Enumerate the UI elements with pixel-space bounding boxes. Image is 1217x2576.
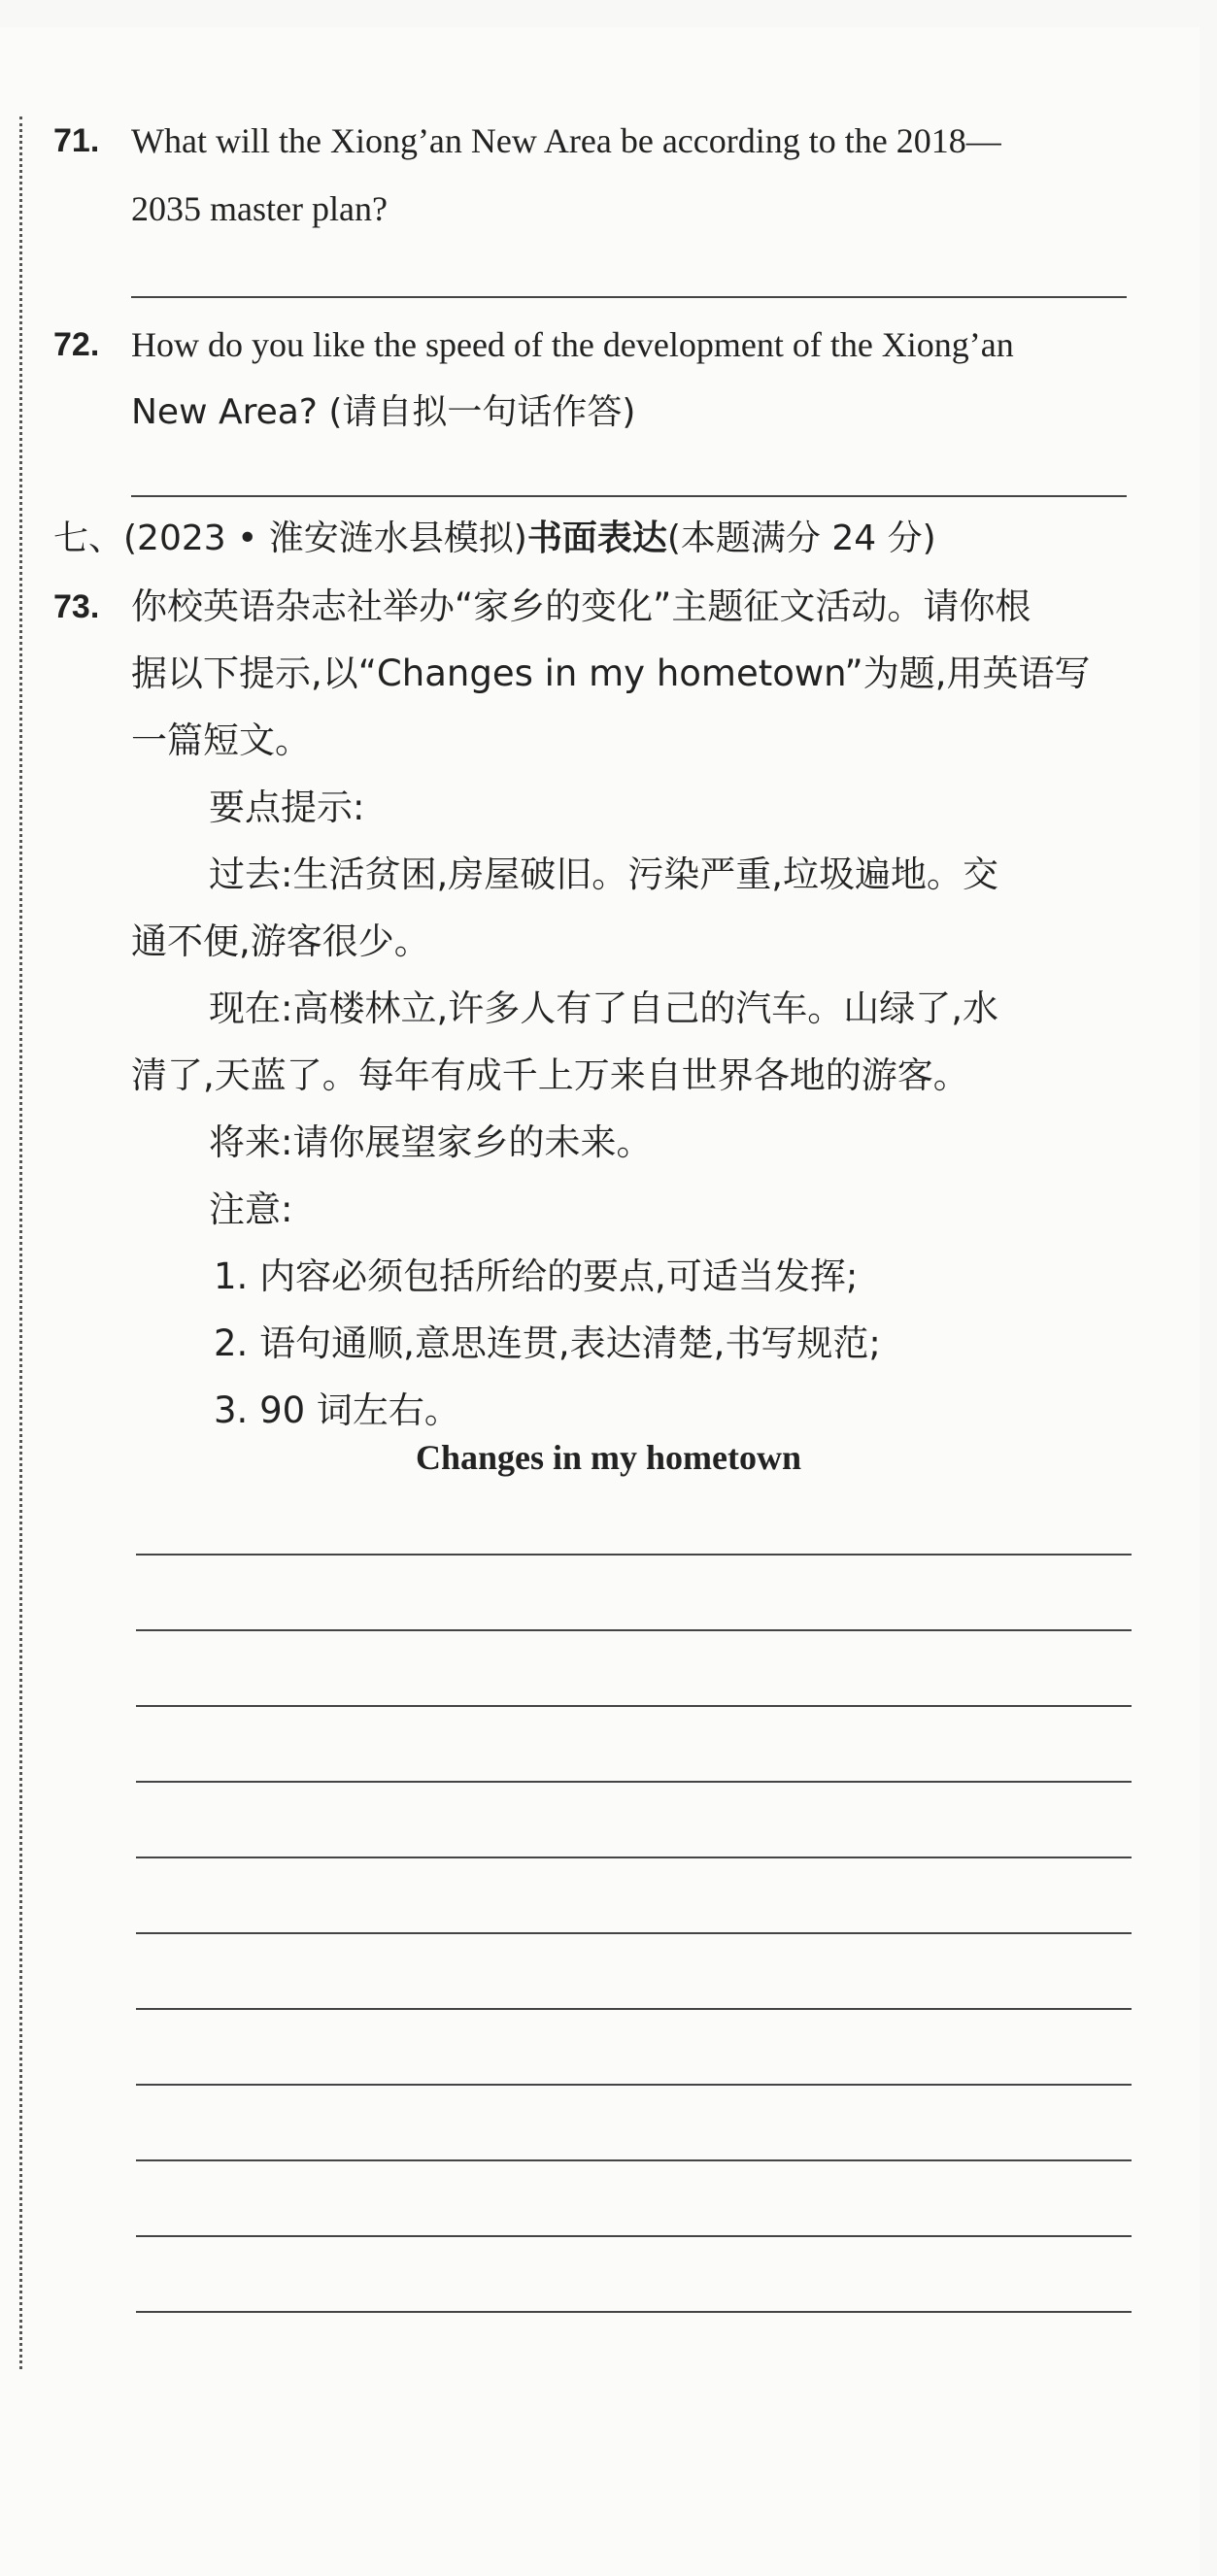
question-text-line-2: New Area? (请自拟一句话作答)	[131, 392, 636, 432]
question-number: 71.	[53, 122, 100, 159]
question-72	[53, 311, 1122, 447]
binding-dotted-line	[19, 117, 22, 2369]
hint-past-line-2: 通不便,游客很少。	[131, 920, 430, 962]
question-71	[53, 107, 1122, 243]
prompt-line-2: 据以下提示,以“Changes in my hometown”为题,用英语写	[131, 652, 1091, 694]
prompt-line-3: 一篇短文。	[131, 719, 311, 761]
answer-line-72[interactable]	[131, 495, 1127, 497]
essay-title: Changes in my hometown	[415, 1438, 802, 1477]
answer-line-71[interactable]	[131, 296, 1127, 298]
section-source: (2023 • 淮安涟水县模拟)	[123, 519, 527, 558]
writing-line[interactable]	[136, 1705, 1132, 1707]
hints-label: 要点提示:	[209, 786, 365, 828]
note-3: 3. 90 词左右。	[214, 1389, 460, 1431]
notes-label: 注意:	[209, 1188, 293, 1230]
writing-line[interactable]	[136, 1629, 1132, 1631]
section-number: 七、	[53, 519, 124, 558]
prompt-line-1: 你校英语杂志社举办“家乡的变化”主题征文活动。请你根	[131, 585, 1031, 627]
note-2: 2. 语句通顺,意思连贯,表达清楚,书写规范;	[214, 1322, 881, 1364]
writing-line[interactable]	[136, 2235, 1132, 2237]
question-number: 73.	[53, 588, 100, 625]
writing-line[interactable]	[136, 1857, 1132, 1858]
section-heading	[53, 510, 1170, 568]
writing-line[interactable]	[136, 2159, 1132, 2161]
section-title: 书面表达	[526, 519, 667, 558]
hint-future: 将来:请你展望家乡的未来。	[209, 1121, 653, 1163]
writing-line[interactable]	[136, 1932, 1132, 1934]
question-text-line-2: 2035 master plan?	[131, 189, 388, 228]
question-text-line-1: What will the Xiong’an New Area be according to the 2018—	[131, 121, 1001, 160]
hint-past-line-1: 过去:生活贫困,房屋破旧。污染严重,垃圾遍地。交	[209, 853, 998, 895]
hint-now-line-1: 现在:高楼林立,许多人有了自己的汽车。山绿了,水	[209, 987, 998, 1029]
section-score: (本题满分 24 分)	[666, 519, 936, 558]
writing-line[interactable]	[136, 1554, 1132, 1556]
writing-line[interactable]	[136, 1781, 1132, 1783]
question-73-body	[131, 573, 1151, 1444]
hint-now-line-2: 清了,天蓝了。每年有成千上万来自世界各地的游客。	[131, 1054, 969, 1096]
writing-line[interactable]	[136, 2311, 1132, 2313]
note-1: 1. 内容必须包括所给的要点,可适当发挥;	[214, 1255, 859, 1297]
question-number: 72.	[53, 326, 100, 363]
question-text-line-1: How do you like the speed of the development of the Xiong’an	[131, 325, 1014, 364]
writing-line[interactable]	[136, 2084, 1132, 2086]
writing-line[interactable]	[136, 2008, 1132, 2010]
